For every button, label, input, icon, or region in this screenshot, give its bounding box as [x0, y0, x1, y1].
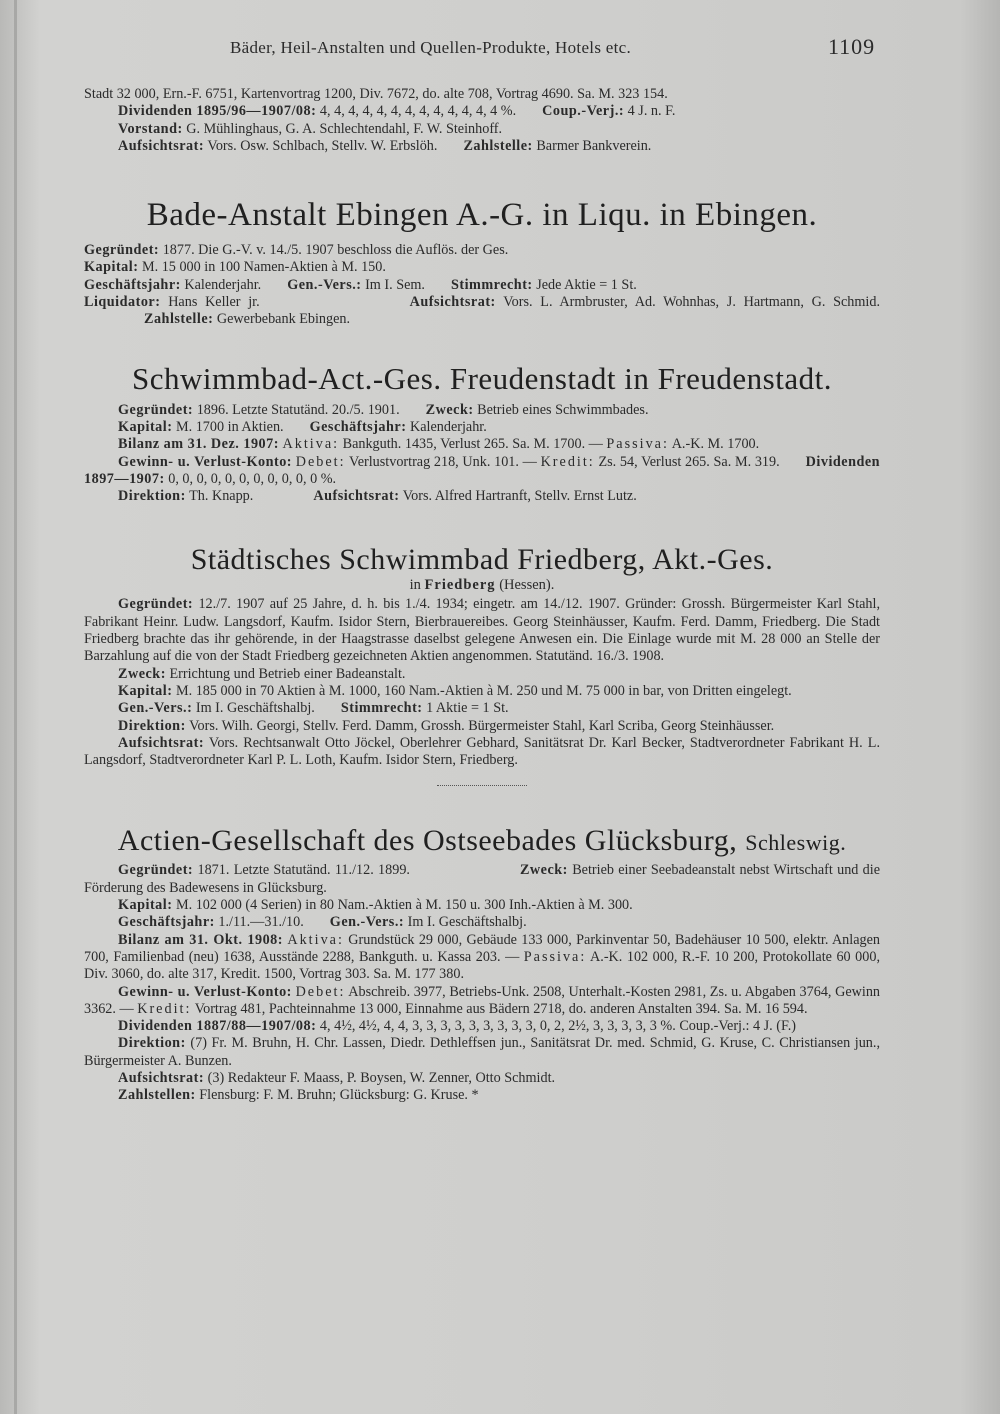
location-city: Friedberg [424, 577, 496, 594]
page-number: 1109 [828, 34, 876, 59]
founded-key: Gegründet: [118, 596, 194, 613]
capital-key: Kapital: [84, 259, 139, 276]
paying-agent-key: Zahlstelle: [463, 137, 533, 154]
general-meeting-key: Gen.-Vers.: [329, 914, 405, 931]
liabilities-value: A.-K. M. 1700. [671, 436, 760, 453]
running-header [0, 34, 1000, 62]
capital-value: M. 1700 in Aktien. [176, 418, 284, 435]
balance-line [84, 932, 880, 984]
management-key: Direktion: [118, 717, 186, 734]
management-value: Vors. Wilh. Georgi, Stellv. Ferd. Damm, Grossh. Bürgermeister Stahl, Karl Scriba, Georg Steinhäusser. [189, 717, 775, 734]
dividends-key: Dividenden 1887/88—1907/08: [118, 1018, 317, 1035]
fiscal-year-key: Geschäftsjahr: [309, 418, 407, 435]
supervisory-key: Aufsichtsrat: [409, 294, 496, 311]
balance-key: Bilanz am 31. Dez. 1907: [118, 436, 279, 453]
dividends-key: Dividenden 1897—1907: [84, 453, 881, 487]
section-divider [437, 785, 527, 788]
fiscal-year-value: Kalenderjahr. [409, 418, 487, 435]
entry-title-main: Actien-Gesellschaft des Ostseebades Glücksburg, [117, 824, 738, 858]
assets-key: Aktiva: [282, 436, 340, 453]
pnl-line [84, 454, 880, 489]
general-meeting-value: Im I. Geschäftshalbj. [195, 700, 315, 717]
management-line [84, 1035, 880, 1070]
capital-key: Kapital: [118, 682, 173, 699]
assets-value: Grundstück 29 000, Gebäude 133 000, Parkinventar 50, Badehäuser 10 500, elektr. Anlagen 700, Familienbad (neu) 1638, Ausstände 2288, Bankguth. u. Kassa 203. — [84, 931, 881, 965]
capital-line [84, 259, 880, 276]
liquidator-line [84, 294, 880, 329]
paying-agents-key: Zahlstellen: [118, 1087, 196, 1104]
entry-title [84, 826, 880, 856]
balance-line [84, 436, 880, 453]
location-region: (Hessen). [499, 577, 555, 594]
paying-agent-key: Zahlstelle: [144, 311, 214, 328]
general-meeting-key: Gen.-Vers.: [118, 700, 193, 717]
pnl-key: Gewinn- u. Verlust-Konto: [118, 453, 293, 470]
capital-line [84, 419, 880, 436]
supervisory-line [84, 1070, 880, 1087]
debit-value: Verlustvortrag 218, Unk. 101. — [349, 453, 537, 470]
fiscal-year-value: Kalenderjahr. [184, 276, 262, 293]
balance-continuation: Stadt 32 000, Ern.-F. 6751, Kartenvortrag 1200, Div. 7672, do. alte 708, Vortrag 4690. Sa. M. 323 154. [84, 86, 668, 102]
dividends-value: 4, 4, 4, 4, 4, 4, 4, 4, 4, 4, 4, 4, 4 %. [319, 103, 517, 120]
entry-title: Schwimmbad-Act.-Ges. Freudenstadt in Freudenstadt. [132, 360, 832, 396]
paying-agents-value: Flensburg: F. M. Bruhn; Glücksburg: G. Kruse. * [199, 1087, 479, 1104]
meeting-line [84, 914, 880, 931]
coupon-value: 4 J. n. F. [627, 103, 676, 120]
credit-key: Kredit: [540, 453, 595, 470]
entry-title-region: Schleswig. [745, 830, 847, 856]
general-meeting-value: Im I. Sem. [365, 276, 425, 293]
fiscal-year-key: Geschäftsjahr: [118, 914, 215, 931]
dividends-line [84, 1018, 880, 1035]
purpose-key: Zweck: [519, 862, 568, 879]
founded-value: 1896. Letzte Statutänd. 20./5. 1901. [196, 401, 400, 418]
liabilities-key: Passiva: [523, 948, 587, 965]
purpose-value: Betrieb eines Schwimmbades. [477, 401, 649, 418]
capital-line [84, 683, 880, 700]
management-key: Direktion: [118, 1035, 186, 1052]
running-title: Bäder, Heil-Anstalten und Quellen-Produkte, Hotels etc. [230, 38, 632, 57]
supervisory-key: Aufsichtsrat: [313, 488, 400, 505]
capital-line [84, 897, 880, 914]
founded-line [84, 862, 880, 897]
entry-location [84, 577, 880, 594]
entry-friedberg [84, 545, 880, 788]
capital-value: M. 102 000 (4 Serien) in 80 Nam.-Aktien à M. 150 u. 300 Inh.-Aktien à M. 300. [176, 897, 633, 914]
founded-line [84, 242, 880, 259]
entry-title: Städtisches Schwimmbad Friedberg, Akt.-Ges. [190, 543, 774, 577]
capital-key: Kapital: [118, 897, 173, 914]
liquidator-value: Hans Keller jr. [168, 294, 260, 311]
founded-value: 12./7. 1907 auf 25 Jahre, d. h. bis 1./4. 1934; eingetr. am 14./12. 1907. Gründer: Grossh. Bürgermeister Karl Stahl, Fabrikant Heinr. Ludw. Langsdorf, Kaufm. Isidor Stern, Bierbrauereibes. Georg Steinhäusser, Kaufm. Ferd. Damm, Friedberg. Die Stadt Friedberg brachte das ihr gehörende, in der Haagstrasse daselbst gelegene Anwesen ein. Die Einlage wurde mit M. 28 000 an Stelle der Barzahlung auf die von der Stadt Friedberg gezeichneten Aktien angenommen. Statutänd. 16./3. 1908. [84, 596, 881, 665]
supervisory-value: Vors. Alfred Hartranft, Stellv. Ernst Lutz. [402, 488, 637, 505]
management-value: Th. Knapp. [189, 488, 254, 505]
fiscal-year-key: Geschäftsjahr: [84, 276, 181, 293]
dividends-line [84, 103, 880, 120]
board-line [84, 121, 880, 138]
founded-line [84, 596, 880, 665]
paying-agents-line [84, 1087, 880, 1104]
founded-key: Gegründet: [118, 862, 194, 879]
board-value: G. Mühlinghaus, G. A. Schlechtendahl, F. W. Steinhoff. [186, 120, 503, 137]
founded-line [84, 402, 880, 419]
dividends-value: 4, 4½, 4½, 4, 4, 3, 3, 3, 3, 3, 3, 3, 3, 3, 0, 2, 2½, 3, 3, 3, 3, 3 %. [319, 1018, 676, 1035]
supervisory-line [84, 138, 880, 155]
voting-right-key: Stimmrecht: [450, 276, 533, 293]
board-key: Vorstand: [118, 120, 183, 137]
management-line [84, 488, 880, 505]
continued-entry [84, 86, 880, 155]
founded-key: Gegründet: [118, 401, 194, 418]
paying-agent-value: Barmer Bankverein. [536, 137, 652, 154]
fiscal-year-value: 1./11.—31./10. [218, 914, 304, 931]
management-value: (7) Fr. M. Bruhn, H. Chr. Lassen, Diedr. Dethleffsen jun., Sanitätsrat Dr. med. Schmid, G. Kruse, C. Christiansen jun., Bürgermeister A. Bunzen. [84, 1035, 880, 1069]
pnl-key: Gewinn- u. Verlust-Konto: [118, 983, 292, 1000]
supervisory-line [84, 735, 880, 770]
supervisory-value: (3) Redakteur F. Maass, P. Boysen, W. Zenner, Otto Schmidt. [207, 1069, 556, 1086]
coupon-key: Coup.-Verj.: [542, 103, 625, 120]
management-line [84, 718, 880, 735]
meeting-line [84, 700, 880, 717]
supervisory-value: Vors. L. Armbruster, Ad. Wohnhas, J. Hartmann, G. Schmid. [503, 294, 880, 311]
page-body [84, 86, 880, 1105]
general-meeting-key: Gen.-Vers.: [287, 276, 362, 293]
location-prefix: in [409, 577, 421, 594]
debit-value: Abschreib. 3977, Betriebs-Unk. 2508, Unterhalt.-Kosten 2981, Zs. u. Abgaben 3764, Gewinn 3362. — [84, 983, 881, 1017]
binding-gutter [14, 0, 17, 1414]
founded-key: Gegründet: [84, 242, 160, 259]
capital-key: Kapital: [118, 418, 173, 435]
credit-key: Kredit: [137, 1000, 192, 1017]
voting-right-value: 1 Aktie = 1 St. [426, 700, 509, 717]
general-meeting-value: Im I. Geschäftshalbj. [407, 914, 527, 931]
debit-key: Debet: [295, 983, 346, 1000]
entry-ebingen [84, 199, 880, 328]
credit-value: Zs. 54, Verlust 265. Sa. M. 319. [598, 453, 780, 470]
debit-key: Debet: [295, 453, 346, 470]
voting-right-value: Jede Aktie = 1 St. [536, 276, 637, 293]
paying-agent-value: Gewerbebank Ebingen. [216, 311, 351, 328]
entry-freudenstadt [84, 360, 881, 506]
supervisory-value: Vors. Osw. Schlbach, Stellv. W. Erbslöh. [207, 137, 438, 154]
entry-gluecksburg [84, 826, 880, 1104]
voting-right-key: Stimmrecht: [340, 700, 423, 717]
liabilities-key: Passiva: [606, 436, 669, 453]
entry-title: Bade-Anstalt Ebingen A.-G. in Liqu. in Ebingen. [146, 197, 818, 234]
supervisory-key: Aufsichtsrat: [118, 1069, 205, 1086]
meeting-line [84, 277, 880, 294]
purpose-key: Zweck: [425, 401, 474, 418]
purpose-line [84, 666, 880, 683]
dividends-key: Dividenden 1895/96—1907/08: [118, 103, 317, 120]
pnl-line [84, 984, 880, 1019]
purpose-value: Betrieb einer Seebadeanstalt nebst Wirtschaft und die Förderung des Badewesens in Glücksburg. [84, 862, 881, 896]
liquidator-key: Liquidator: [84, 294, 161, 311]
purpose-key: Zweck: [118, 665, 166, 682]
purpose-value: Errichtung und Betrieb einer Badeanstalt. [169, 665, 406, 682]
balance-key: Bilanz am 31. Okt. 1908: [118, 931, 283, 948]
assets-value: Bankguth. 1435, Verlust 265. Sa. M. 1700. — [342, 436, 603, 453]
capital-value: M. 185 000 in 70 Aktien à M. 1000, 160 Nam.-Aktien à M. 250 und M. 75 000 in bar, von Dritten eingelegt. [176, 682, 792, 699]
founded-value: 1877. Die G.-V. v. 14./5. 1907 beschloss die Auflös. der Ges. [162, 242, 509, 259]
founded-value: 1871. Letzte Statutänd. 11./12. 1899. [197, 862, 410, 879]
supervisory-key: Aufsichtsrat: [118, 734, 205, 751]
credit-value: Vortrag 481, Pachteinnahme 13 000, Einnahme aus Bädern 2718, do. anderen Anstalten 394. Sa. M. 16 594. [194, 1000, 808, 1017]
management-key: Direktion: [118, 488, 186, 505]
assets-key: Aktiva: [287, 931, 344, 948]
coupon-key: Coup.-Verj.: [679, 1018, 750, 1035]
supervisory-value: Vors. Rechtsanwalt Otto Jöckel, Oberlehrer Gebhard, Sanitätsrat Dr. Karl Becker, Stadtverordneter Fabrikant H. L. Langsdorf, Stadtverordneter Karl P. L. Loth, Kaufm. Isidor Stern, Friedberg. [84, 734, 880, 769]
dividends-value: 0, 0, 0, 0, 0, 0, 0, 0, 0, 0, 0 %. [168, 470, 337, 487]
capital-value: M. 15 000 in 100 Namen-Aktien à M. 150. [142, 259, 386, 276]
coupon-value: 4 J. (F.) [753, 1018, 797, 1035]
supervisory-key: Aufsichtsrat: [118, 137, 205, 154]
liabilities-value: A.-K. 102 000, R.-F. 10 200, Protokollate 60 000, Div. 3060, do. alte 317, Kredit. 1500, Vortrag 303. Sa. M. 177 380. [84, 948, 880, 983]
